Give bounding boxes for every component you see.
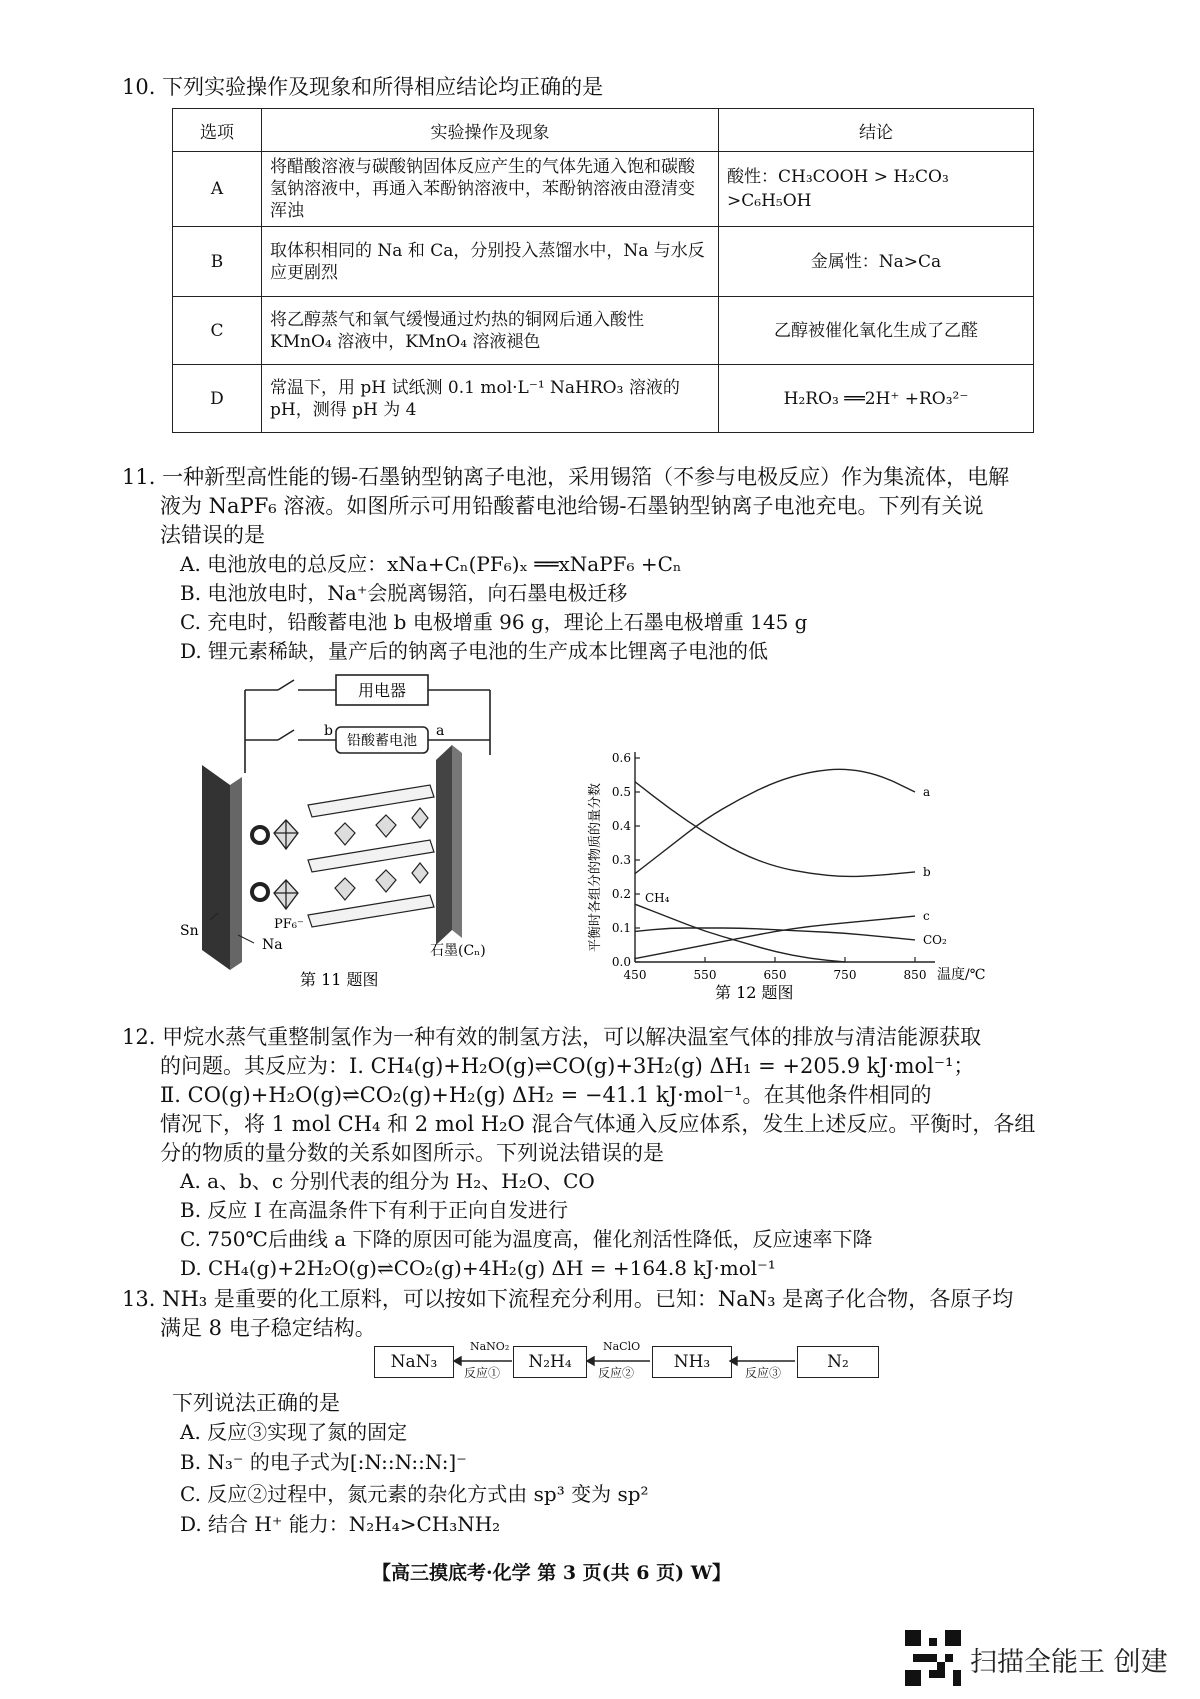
flow-step-1: 反应① (464, 1366, 501, 1380)
flow-reagent-naclo: NaClO (603, 1340, 641, 1353)
chart-xlabel: 温度/℃ (937, 967, 986, 983)
q12-stem-line: 的问题。其反应为：Ⅰ. CH₄(g)+H₂O(g)⇌CO(g)+3H₂(g) ΔH₁ = +205.9 kJ·mol⁻¹； (160, 1054, 975, 1078)
series-label-CH₄: CH₄ (645, 891, 670, 906)
qr-code-icon (905, 1630, 961, 1686)
q12-option-c: C. 750℃后曲线 a 下降的原因可能为温度高，催化剂活性降低，反应速率下降 (180, 1227, 873, 1251)
pf6-octahedron (274, 820, 298, 849)
series-label-a: a (923, 785, 931, 799)
battery-label: 铅酸蓄电池 (347, 733, 417, 749)
flow-reagent-nano2: NaNO₂ (470, 1340, 510, 1353)
graphite-label: 石墨(Cₙ) (430, 943, 486, 959)
row-option: A (173, 152, 262, 227)
chart-ylabel: 平衡时各组分的物质的量分数 (588, 782, 603, 952)
battery-diagram (180, 665, 560, 995)
row-conclusion: 酸性：CH₃COOH > H₂CO₃ >C₆H₅OH (719, 152, 1034, 227)
q11-option-a: A. 电池放电的总反应：xNa+Cₙ(PF₆)ₓ ══xNaPF₆ +Cₙ (180, 552, 682, 576)
y-tick-label: 0.1 (611, 921, 631, 935)
scanner-watermark: 扫描全能王 创建 (970, 1647, 1168, 1678)
series-line-b (635, 782, 915, 877)
series-line-a (635, 769, 915, 873)
flow-node-nh3: NH₃ (652, 1346, 732, 1378)
y-tick-label: 0.3 (611, 853, 631, 867)
row-operation: 取体积相同的 Na 和 Ca，分别投入蒸馏水中，Na 与水反应更剧烈 (262, 227, 719, 297)
row-conclusion: 金属性：Na>Ca (719, 227, 1034, 297)
series-label-b: b (923, 864, 931, 879)
electrode-b-label: b (324, 723, 333, 739)
series-line-CO₂ (635, 928, 915, 940)
table-row (173, 365, 1034, 433)
pf6-label: PF₆⁻ (274, 917, 304, 932)
q13-option-d: D. 结合 H⁺ 能力：N₂H₄>CH₃NH₂ (180, 1512, 501, 1536)
flow-node-nan3: NaN₃ (374, 1346, 454, 1378)
na-ion (252, 827, 268, 843)
q12-option-b: B. 反应 Ⅰ 在高温条件下有利于正向自发进行 (180, 1198, 569, 1222)
row-operation: 常温下，用 pH 试纸测 0.1 mol·L⁻¹ NaHRO₃ 溶液的 pH，测得 pH 为 4 (262, 365, 719, 433)
flow-step-3: 反应③ (745, 1366, 782, 1380)
series-line-CH₄ (635, 904, 845, 962)
y-tick-label: 0.4 (611, 819, 631, 833)
table-row (173, 297, 1034, 365)
q11-option-c: C. 充电时，铅酸蓄电池 b 电极增重 96 g，理论上石墨电极增重 145 g (180, 610, 808, 634)
q12-stem-line: 12. 甲烷水蒸气重整制氢作为一种有效的制氢方法，可以解决温室气体的排放与清洁能源获取 (122, 1025, 982, 1049)
na-ion (252, 884, 268, 900)
load-label: 用电器 (357, 681, 407, 700)
row-conclusion: 乙醇被催化氧化生成了乙醛 (719, 297, 1034, 365)
row-operation: 将醋酸溶液与碳酸钠固体反应产生的气体先通入饱和碳酸氢钠溶液中，再通入苯酚钠溶液中，苯酚钠溶液由澄清变浑浊 (262, 152, 719, 227)
page-footer: 【高三摸底考·化学 第 3 页(共 6 页) W】 (372, 1562, 732, 1584)
q11-stem-line: 11. 一种新型高性能的锡-石墨钠型钠离子电池，采用锡箔（不参与电极反应）作为集流体，电解 (122, 465, 1010, 489)
electrode-a-label: a (436, 723, 445, 739)
tin-electrode-side (230, 777, 242, 970)
q13-stem-line: 满足 8 电子稳定结构。 (160, 1316, 376, 1340)
header-conclusion: 结论 (719, 109, 1034, 152)
series-label-c: c (923, 909, 930, 924)
row-option: D (173, 365, 262, 433)
q13-stem-line: 13. NH₃ 是重要的化工原料，可以按如下流程充分利用。已知：NaN₃ 是离子化合物，各原子均 (122, 1287, 1014, 1311)
graphite-electrode (436, 745, 452, 945)
tin-electrode (202, 765, 230, 970)
q10-table (172, 108, 1034, 433)
y-tick-label: 0.5 (611, 785, 631, 799)
equilibrium-chart (585, 740, 1005, 1005)
series-label-CO₂: CO₂ (923, 932, 947, 947)
table-row (173, 227, 1034, 297)
flow-node-n2h4: N₂H₄ (513, 1346, 587, 1378)
q13-option-b: B. N₃⁻ 的电子式为[:N::N::N:]⁻ (180, 1450, 467, 1474)
header-operation: 实验操作及现象 (262, 109, 719, 152)
q12-stem-line: 情况下，将 1 mol CH₄ 和 2 mol H₂O 混合气体通入反应体系，发生上述反应。平衡时，各组 (160, 1112, 1036, 1136)
q12-stem-line: 分的物质的量分数的关系如图所示。下列说法错误的是 (160, 1141, 664, 1165)
q13-option-c: C. 反应②过程中，氮元素的杂化方式由 sp³ 变为 sp² (180, 1482, 649, 1506)
na-label: Na (262, 937, 283, 953)
y-tick-label: 0.2 (611, 887, 631, 901)
table-header-row (173, 109, 1034, 152)
series-line-c (635, 916, 915, 959)
figure-11-caption: 第 11 题图 (300, 970, 379, 989)
q12-option-a: A. a、b、c 分别代表的组分为 H₂、H₂O、CO (180, 1169, 595, 1193)
q11-option-b: B. 电池放电时，Na⁺会脱离锡箔，向石墨电极迁移 (180, 581, 628, 605)
row-operation: 将乙醇蒸气和氧气缓慢通过灼热的铜网后通入酸性 KMnO₄ 溶液中，KMnO₄ 溶液褪色 (262, 297, 719, 365)
x-tick-label: 450 (623, 968, 647, 982)
x-tick-label: 850 (903, 968, 927, 982)
row-option: B (173, 227, 262, 297)
pf6-octahedron (274, 880, 298, 909)
q13-option-a: A. 反应③实现了氮的固定 (180, 1420, 408, 1444)
x-tick-label: 750 (833, 968, 857, 982)
header-option: 选项 (173, 109, 262, 152)
graphite-layers (308, 785, 434, 927)
q13-lead: 下列说法正确的是 (172, 1391, 340, 1415)
x-tick-label: 550 (693, 968, 717, 982)
x-tick-label: 650 (763, 968, 787, 982)
y-tick-label: 0.0 (611, 955, 631, 969)
q11-stem-line: 法错误的是 (160, 523, 265, 547)
flow-step-2: 反应② (598, 1366, 635, 1380)
q12-stem-line: Ⅱ. CO(g)+H₂O(g)⇌CO₂(g)+H₂(g) ΔH₂ = −41.1 kJ·mol⁻¹。在其他条件相同的 (160, 1083, 932, 1107)
q11-option-d: D. 锂元素稀缺，量产后的钠离子电池的生产成本比锂离子电池的低 (180, 639, 769, 663)
row-option: C (173, 297, 262, 365)
flow-node-n2: N₂ (797, 1346, 879, 1378)
graphite-electrode-side (452, 745, 462, 938)
q11-stem-line: 液为 NaPF₆ 溶液。如图所示可用铅酸蓄电池给锡-石墨钠型钠离子电池充电。下列有关说 (160, 494, 984, 518)
figure-12-caption: 第 12 题图 (715, 983, 794, 1002)
y-tick-label: 0.6 (611, 751, 631, 765)
table-row (173, 152, 1034, 227)
row-conclusion: H₂RO₃ ══2H⁺ +RO₃²⁻ (719, 365, 1034, 433)
q12-option-d: D. CH₄(g)+2H₂O(g)⇌CO₂(g)+4H₂(g) ΔH = +164.8 kJ·mol⁻¹ (180, 1256, 776, 1280)
sn-label: Sn (180, 923, 199, 939)
q10-stem: 10. 下列实验操作及现象和所得相应结论均正确的是 (122, 75, 604, 99)
